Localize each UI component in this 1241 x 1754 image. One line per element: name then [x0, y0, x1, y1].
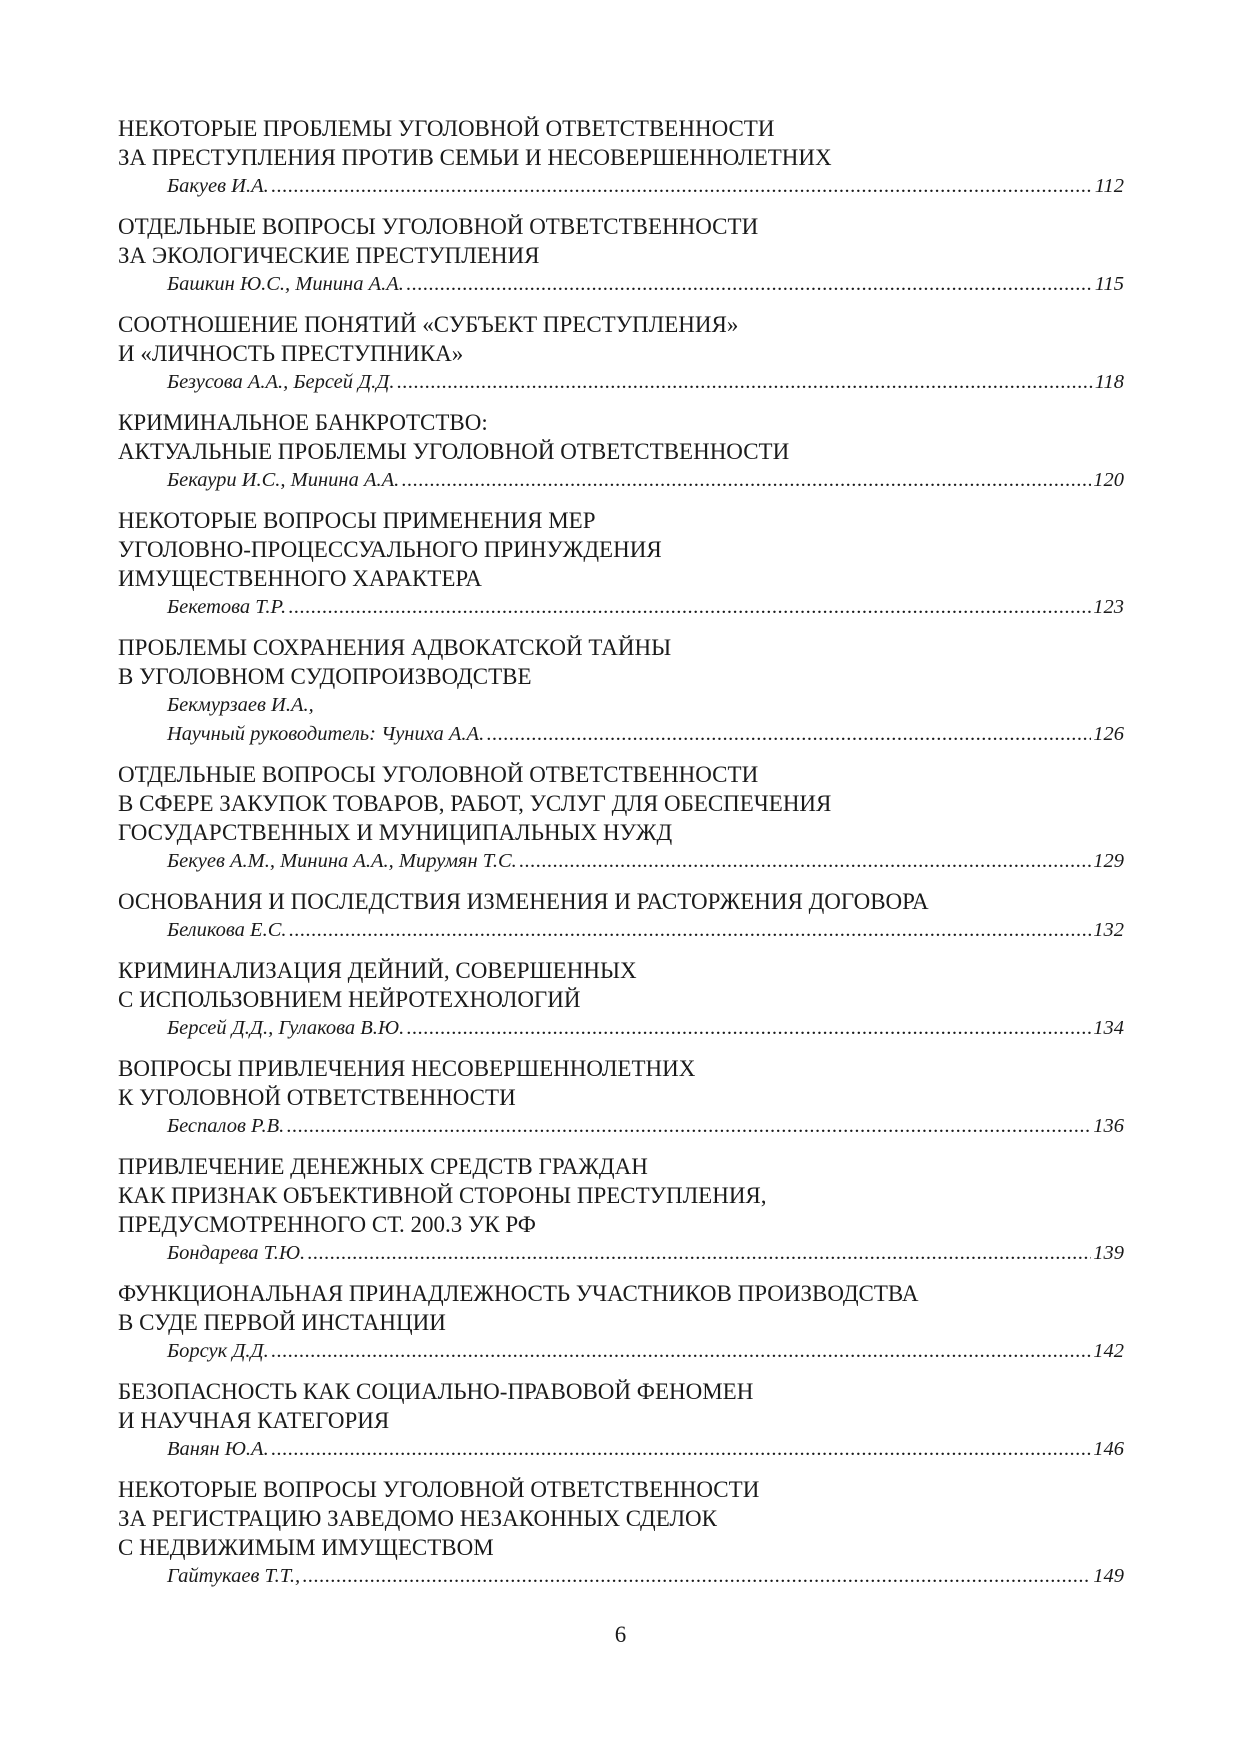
entry-author: Берсей Д.Д., Гулакова В.Ю. [167, 1017, 405, 1039]
entry-page-number[interactable]: 126 [1093, 723, 1124, 745]
toc-entry[interactable] [118, 1152, 1124, 1268]
entry-author-line: Бекмурзаев И.А., [167, 694, 314, 716]
toc-entry[interactable] [118, 506, 1124, 622]
entry-title-line: В СФЕРЕ ЗАКУПОК ТОВАРОВ, РАБОТ, УСЛУГ ДЛЯ ОБЕСПЕЧЕНИЯ [118, 791, 832, 816]
dot-leader [271, 172, 1093, 201]
entry-title-line: КРИМИНАЛИЗАЦИЯ ДЕЙНИЙ, СОВЕРШЕННЫХ [118, 958, 637, 983]
toc-entry[interactable] [118, 114, 1124, 201]
entry-title-line: И «ЛИЧНОСТЬ ПРЕСТУПНИКА» [118, 341, 464, 366]
entry-title-line: ПРИВЛЕЧЕНИЕ ДЕНЕЖНЫХ СРЕДСТВ ГРАЖДАН [118, 1154, 648, 1179]
entry-title-line: В СУДЕ ПЕРВОЙ ИНСТАНЦИИ [118, 1310, 446, 1335]
entry-author-row [118, 466, 1124, 495]
entry-title-line: ГОСУДАРСТВЕННЫХ И МУНИЦИПАЛЬНЫХ НУЖД [118, 820, 673, 845]
entry-title-line: ФУНКЦИОНАЛЬНАЯ ПРИНАДЛЕЖНОСТЬ УЧАСТНИКОВ ПРОИЗВОДСТВА [118, 1281, 919, 1306]
entry-title-line: ВОПРОСЫ ПРИВЛЕЧЕНИЯ НЕСОВЕРШЕННОЛЕТНИХ [118, 1056, 696, 1081]
entry-title-line: ЗА РЕГИСТРАЦИЮ ЗАВЕДОМО НЕЗАКОННЫХ СДЕЛОК [118, 1506, 717, 1531]
entry-page-number[interactable]: 146 [1093, 1438, 1124, 1460]
entry-author-row [118, 847, 1124, 876]
entry-author: Башкин Ю.С., Минина А.А. [167, 273, 404, 295]
entry-page-number[interactable]: 118 [1094, 371, 1124, 393]
entry-author-row [118, 1112, 1124, 1141]
toc-entry[interactable] [118, 1054, 1124, 1141]
entry-author-row [118, 916, 1124, 945]
toc-entry[interactable] [118, 956, 1124, 1043]
entry-author-row [118, 593, 1124, 622]
dot-leader [401, 466, 1091, 495]
toc-entry[interactable] [118, 310, 1124, 397]
entry-author-row [118, 720, 1124, 749]
entry-author: Беспалов Р.В. [167, 1115, 285, 1137]
dot-leader [486, 720, 1091, 749]
toc-entry[interactable] [118, 760, 1124, 876]
entry-title-line: В УГОЛОВНОМ СУДОПРОИЗВОДСТВЕ [118, 664, 532, 689]
toc-entry[interactable] [118, 1377, 1124, 1464]
entry-author: Бекуев А.М., Минина А.А., Мирумян Т.С. [167, 850, 517, 872]
entry-author: Борсук Д.Д. [167, 1340, 269, 1362]
dot-leader [288, 593, 1091, 622]
entry-author-row [118, 172, 1124, 201]
dot-leader [302, 1562, 1091, 1591]
entry-title-line: КРИМИНАЛЬНОЕ БАНКРОТСТВО: [118, 410, 488, 435]
entry-author-row [118, 1435, 1124, 1464]
entry-page-number[interactable]: 134 [1093, 1017, 1124, 1039]
entry-page-number[interactable]: 120 [1093, 469, 1124, 491]
entry-page-number[interactable]: 139 [1093, 1242, 1124, 1264]
dot-leader [307, 1239, 1091, 1268]
entry-page-number[interactable]: 136 [1093, 1115, 1124, 1137]
entry-author-row [118, 270, 1124, 299]
entry-title-line: ОТДЕЛЬНЫЕ ВОПРОСЫ УГОЛОВНОЙ ОТВЕТСТВЕННОСТИ [118, 214, 759, 239]
page-number: 6 [614, 1622, 627, 1647]
dot-leader [519, 847, 1091, 876]
entry-title-line: АКТУАЛЬНЫЕ ПРОБЛЕМЫ УГОЛОВНОЙ ОТВЕТСТВЕННОСТИ [118, 439, 790, 464]
toc-entry[interactable] [118, 633, 1124, 749]
dot-leader [406, 270, 1093, 299]
entry-title-line: ИМУЩЕСТВЕННОГО ХАРАКТЕРА [118, 566, 482, 591]
entry-title-line: ЗА ЭКОЛОГИЧЕСКИЕ ПРЕСТУПЛЕНИЯ [118, 243, 540, 268]
entry-page-number[interactable]: 132 [1093, 919, 1124, 941]
entry-author-row [118, 368, 1124, 397]
entry-title-line: УГОЛОВНО-ПРОЦЕССУАЛЬНОГО ПРИНУЖДЕНИЯ [118, 537, 662, 562]
entry-title-line: К УГОЛОВНОЙ ОТВЕТСТВЕННОСТИ [118, 1085, 516, 1110]
entry-title-line: БЕЗОПАСНОСТЬ КАК СОЦИАЛЬНО-ПРАВОВОЙ ФЕНОМЕН [118, 1379, 754, 1404]
entry-author-row [118, 1239, 1124, 1268]
entry-page-number[interactable]: 129 [1093, 850, 1124, 872]
entry-author: Ванян Ю.А. [167, 1438, 269, 1460]
entry-title-line: ЗА ПРЕСТУПЛЕНИЯ ПРОТИВ СЕМЬИ И НЕСОВЕРШЕННОЛЕТНИХ [118, 145, 832, 170]
dot-leader [271, 1337, 1092, 1366]
entry-title-line: ПРОБЛЕМЫ СОХРАНЕНИЯ АДВОКАТСКОЙ ТАЙНЫ [118, 635, 672, 660]
toc-entry[interactable] [118, 408, 1124, 495]
entry-author-row [118, 1014, 1124, 1043]
entry-title-line: С НЕДВИЖИМЫМ ИМУЩЕСТВОМ [118, 1535, 494, 1560]
dot-leader [271, 1435, 1092, 1464]
entry-author: Бекаури И.С., Минина А.А. [167, 469, 400, 491]
entry-title-line: ПРЕДУСМОТРЕННОГО СТ. 200.3 УК РФ [118, 1212, 536, 1237]
dot-leader [289, 916, 1092, 945]
entry-author: Бондарева Т.Ю. [167, 1242, 306, 1264]
entry-title-line: СООТНОШЕНИЕ ПОНЯТИЙ «СУБЪЕКТ ПРЕСТУПЛЕНИЯ» [118, 312, 739, 337]
entry-author: Бекетова Т.Р. [167, 596, 287, 618]
entry-author: Гайтукаев Т.Т., [167, 1565, 301, 1587]
entry-title-line: КАК ПРИЗНАК ОБЪЕКТИВНОЙ СТОРОНЫ ПРЕСТУПЛЕНИЯ, [118, 1183, 767, 1208]
toc-entry[interactable] [118, 887, 1124, 945]
entry-page-number[interactable]: 149 [1093, 1565, 1124, 1587]
entry-title-line: ОСНОВАНИЯ И ПОСЛЕДСТВИЯ ИЗМЕНЕНИЯ И РАСТОРЖЕНИЯ ДОГОВОРА [118, 889, 929, 914]
entry-author-row [118, 1337, 1124, 1366]
entry-page-number[interactable]: 142 [1093, 1340, 1124, 1362]
table-of-contents [118, 114, 1124, 1602]
dot-leader [406, 1014, 1091, 1043]
entry-page-number[interactable]: 112 [1094, 175, 1124, 197]
entry-title-line: НЕКОТОРЫЕ ВОПРОСЫ ПРИМЕНЕНИЯ МЕР [118, 508, 596, 533]
entry-title-line: С ИСПОЛЬЗОВНИЕМ НЕЙРОТЕХНОЛОГИЙ [118, 987, 581, 1012]
toc-entry[interactable] [118, 212, 1124, 299]
entry-title-line: ОТДЕЛЬНЫЕ ВОПРОСЫ УГОЛОВНОЙ ОТВЕТСТВЕННОСТИ [118, 762, 759, 787]
entry-author: Безусова А.А., Берсей Д.Д. [167, 371, 395, 393]
entry-page-number[interactable]: 115 [1094, 273, 1124, 295]
toc-entry[interactable] [118, 1279, 1124, 1366]
entry-author: Научный руководитель: Чуниха А.А. [167, 723, 485, 745]
dot-leader [396, 368, 1092, 397]
toc-entry[interactable] [118, 1475, 1124, 1591]
dot-leader [286, 1112, 1091, 1141]
entry-title-line: НЕКОТОРЫЕ ВОПРОСЫ УГОЛОВНОЙ ОТВЕТСТВЕННОСТИ [118, 1477, 760, 1502]
entry-title-line: НЕКОТОРЫЕ ПРОБЛЕМЫ УГОЛОВНОЙ ОТВЕТСТВЕННОСТИ [118, 116, 775, 141]
entry-author-row [118, 1562, 1124, 1591]
entry-page-number[interactable]: 123 [1093, 596, 1124, 618]
entry-author: Беликова Е.С. [167, 919, 287, 941]
entry-title-line: И НАУЧНАЯ КАТЕГОРИЯ [118, 1408, 390, 1433]
entry-author: Бакуев И.А. [167, 175, 269, 197]
